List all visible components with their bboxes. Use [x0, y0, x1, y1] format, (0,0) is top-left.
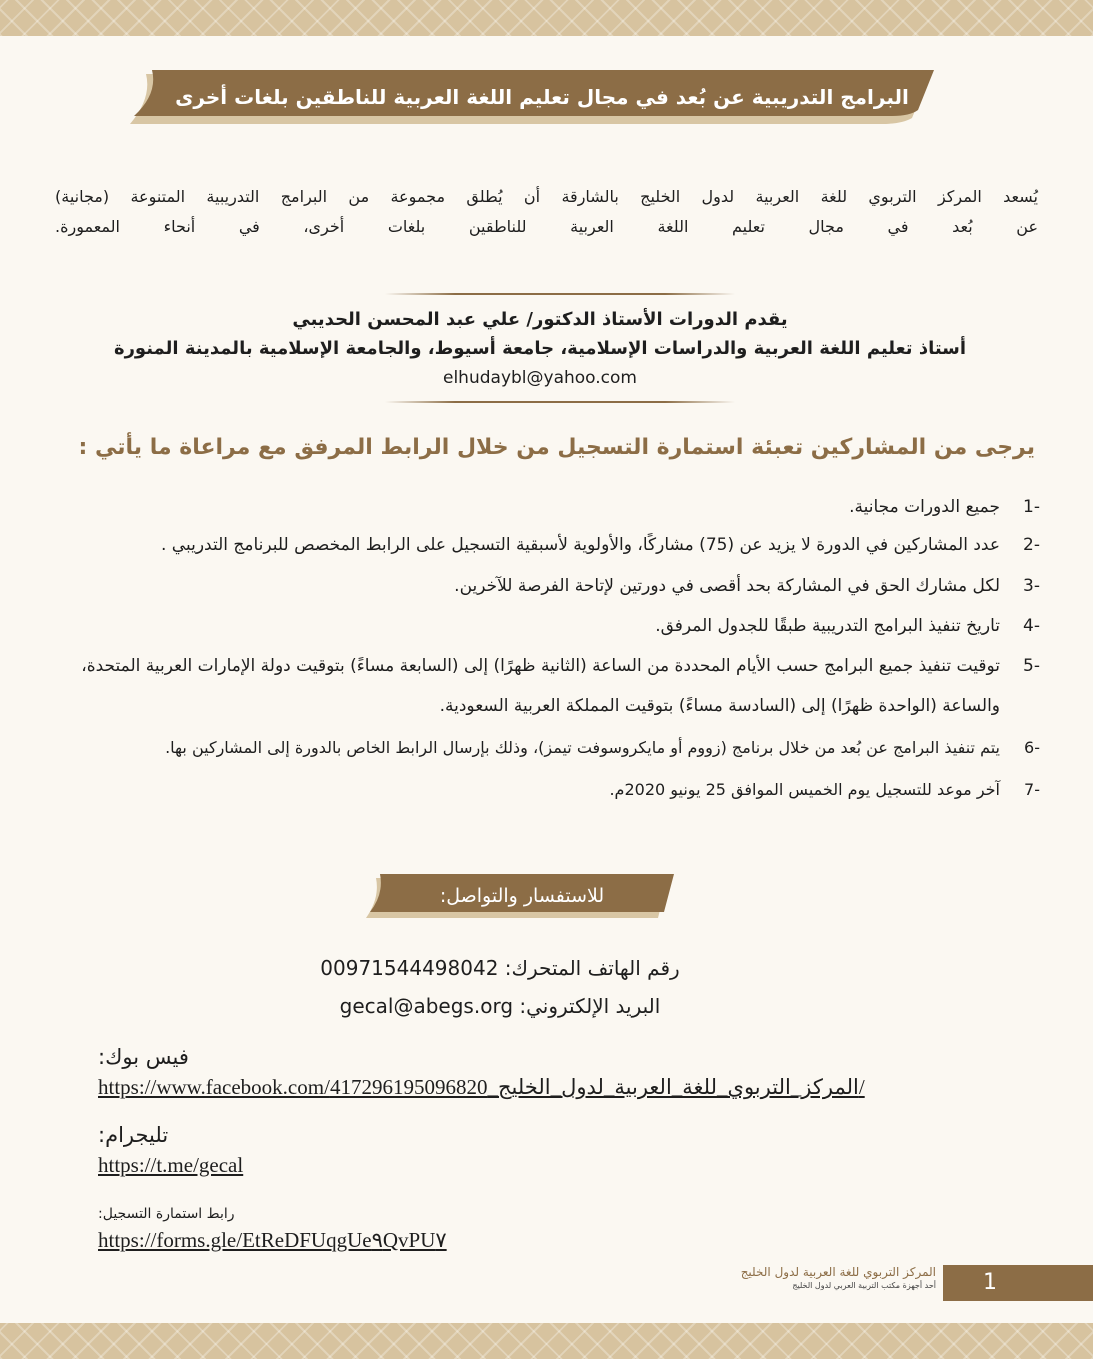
item-number: -7	[1024, 780, 1040, 799]
bottom-pattern-band	[0, 1323, 1093, 1359]
list-item	[55, 566, 1040, 606]
intro-line-1: يُسعد المركز التربوي للغة العربية لدول الخليج بالشارقة أن يُطلق مجموعة من البرامج التدريبية المتنوعة (مجانية)	[55, 187, 1038, 206]
presenter-title: أستاذ تعليم اللغة العربية والدراسات الإسلامية، جامعة أسيوط، والجامعة الإسلامية بالمدينة المنورة	[113, 338, 967, 359]
item-number: -2	[1023, 535, 1040, 555]
registration-form-link[interactable]: https://forms.gle/EtReDFUqgUe٩QvPU٧	[98, 1228, 447, 1252]
phone-label: رقم الهاتف المتحرك:	[504, 956, 680, 980]
title-banner	[122, 68, 934, 130]
contact-banner	[362, 872, 674, 924]
email-row	[250, 988, 750, 1024]
conditions-list	[55, 490, 1040, 810]
item-text: تاريخ تنفيذ البرامج التدريبية طبقًا للجدول المرفق.	[655, 616, 1000, 636]
footer-bar	[943, 1265, 1093, 1301]
list-item	[55, 606, 1040, 646]
registration-form-label: رابط استمارة التسجيل:	[98, 1206, 235, 1222]
item-number: -5	[1023, 656, 1040, 676]
intro-paragraph	[55, 182, 1038, 242]
list-item	[55, 524, 1040, 566]
page-title: البرامج التدريبية عن بُعد في مجال تعليم اللغة العربية للناطقين بلغات أخرى	[175, 85, 909, 109]
item-text: آخر موعد للتسجيل يوم الخميس الموافق 25 يونيو 2020م.	[609, 780, 1000, 799]
item-text: لكل مشارك الحق في المشاركة بحد أقصى في دورتين لإتاحة الفرصة للآخرين.	[454, 576, 1000, 596]
telegram-link[interactable]: https://t.me/gecal	[98, 1153, 244, 1177]
logo-name: المركز التربوي للغة العربية لدول الخليج	[740, 1265, 936, 1279]
page-number: 1	[983, 1270, 997, 1295]
telegram-label: تليجرام:	[98, 1123, 169, 1147]
item-text: عدد المشاركين في الدورة لا يزيد عن (75) مشاركًا، والأولوية لأسبقية التسجيل على الرابط المخصص للبرنامج التدريبي .	[160, 535, 1000, 555]
registration-form-block	[98, 1203, 998, 1255]
request-heading: يرجى من المشاركين تعبئة استمارة التسجيل من خلال الرابط المرفق مع مراعاة ما يأتي :	[78, 435, 1035, 460]
divider-bottom	[385, 401, 735, 403]
item-text: توقيت تنفيذ جميع البرامج حسب الأيام المحددة من الساعة (الثانية ظهرًا) إلى (السابعة مساءً) بتوقيت دولة الإمارات العربية المتحدة، والساعة (الواحدة ظهرًا) إلى (السادسة مساءً) بتوقيت المملكة العربية السعودية.	[81, 656, 1000, 716]
item-number: -4	[1023, 616, 1040, 636]
presenter-name: يقدم الدورات الأستاذ الدكتور/ علي عبد المحسن الحديبي	[292, 309, 788, 330]
email-label: البريد الإلكتروني:	[519, 994, 661, 1018]
list-item	[55, 646, 1040, 726]
item-number: -6	[1024, 738, 1040, 757]
facebook-label: فيس بوك:	[98, 1045, 189, 1069]
divider-top	[385, 293, 735, 295]
logo-subtitle: أحد أجهزة مكتب التربية العربي لدول الخليج	[792, 1281, 936, 1290]
contact-email[interactable]: gecal@abegs.org	[339, 994, 514, 1018]
list-item	[55, 726, 1040, 770]
facebook-link[interactable]: https://www.facebook.com/المركز_التربوي_للغة_العربية_لدول_الخليج_417296195096820/	[98, 1075, 865, 1099]
list-item	[55, 770, 1040, 810]
item-number: -1	[1023, 497, 1040, 517]
presenter-email[interactable]: elhudaybl@yahoo.com	[443, 368, 637, 388]
presenter-block	[40, 306, 1040, 392]
top-pattern-band	[0, 0, 1093, 36]
phone-number[interactable]: 00971544498042	[320, 956, 499, 980]
item-number: -3	[1023, 576, 1040, 596]
organization-logo	[740, 1264, 936, 1304]
phone-row	[250, 950, 750, 986]
item-text: جميع الدورات مجانية.	[849, 497, 1000, 517]
telegram-block	[98, 1120, 998, 1180]
item-text: يتم تنفيذ البرامج عن بُعد من خلال برنامج (زووم أو مايكروسوفت تيمز)، وذلك بإرسال الرابط الخاص بالدورة إلى المشاركين بها.	[165, 738, 1000, 757]
contact-heading: للاستفسار والتواصل:	[439, 885, 605, 907]
list-item	[55, 490, 1040, 524]
intro-line-2: عن بُعد في مجال تعليم اللغة العربية للناطقين بلغات أخرى، في أنحاء المعمورة.	[55, 217, 1038, 236]
facebook-block	[98, 1042, 998, 1102]
